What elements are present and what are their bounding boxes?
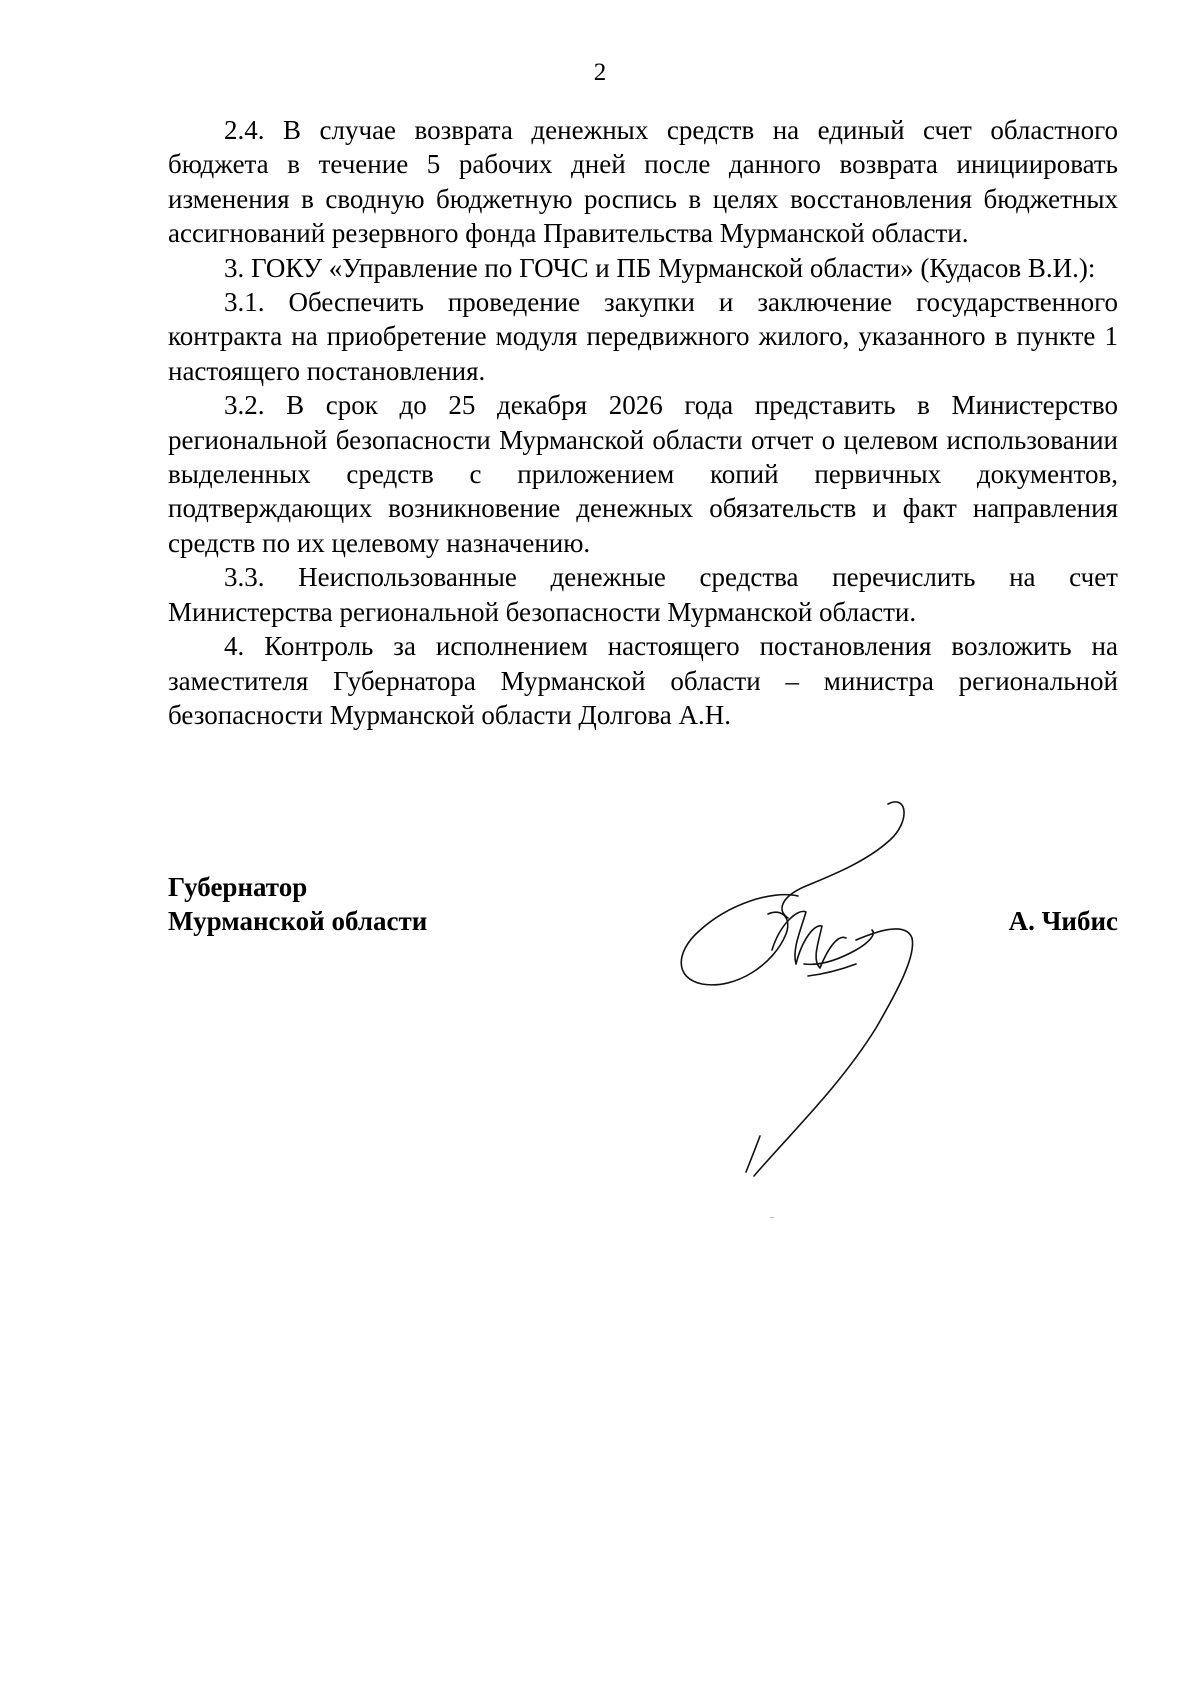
signatory-position	[168, 870, 427, 938]
paragraph-2-4: 2.4. В случае возврата денежных средств на единый счет областного бюджета в течение 5 рабочих дней после данного возврата инициировать изменения в сводную бюджетную роспись в целях восстановления бюджетных ассигнований резервного фонда Правительства Мурманской области.	[168, 115, 1118, 249]
paragraph-3-2: 3.2. В срок до 25 декабря 2026 года представить в Министерство региональной безопасности Мурманской области отчет о целевом использовании выделенных средств с приложением копий первичных документов, подтверждающих возникновение денежных обязательств и факт направления средств по их целевому назначению.	[168, 390, 1118, 558]
page-number: 2	[593, 59, 607, 86]
signature-stroke	[754, 929, 913, 1176]
paragraph-3-3: 3.3. Неиспользованные денежные средства перечислить на счет Министерства региональной безопасности Мурманской области.	[168, 562, 1118, 627]
signature-block	[168, 870, 1118, 936]
signature-stroke	[681, 895, 798, 985]
paragraph-4: 4. Контроль за исполнением настоящего постановления возложить на заместителя Губернатора Мурманской области – министра региональной безопасности Мурманской области Долгова А.Н.	[168, 631, 1118, 730]
paragraph-3-1: 3.1. Обеспечить проведение закупки и заключение государственного контракта на приобретение модуля передвижного жилого, указанного в пункте 1 настоящего постановления.	[168, 287, 1118, 386]
handwritten-signature	[680, 800, 920, 1180]
scan-speck	[770, 1217, 774, 1218]
signature-stroke	[808, 964, 856, 976]
document-body	[168, 113, 1118, 732]
signatory-position-line2: Мурманской области	[168, 906, 428, 936]
signatory-name: А. Чибис	[1008, 906, 1118, 936]
signature-stroke	[782, 802, 904, 918]
signatory-position-line1: Губернатор	[168, 872, 308, 902]
signature-stroke	[746, 1136, 760, 1172]
paragraph-3: 3. ГОКУ «Управление по ГОЧС и ПБ Мурманской области» (Кудасов В.И.):	[224, 252, 1096, 283]
signature-stroke	[804, 930, 873, 964]
